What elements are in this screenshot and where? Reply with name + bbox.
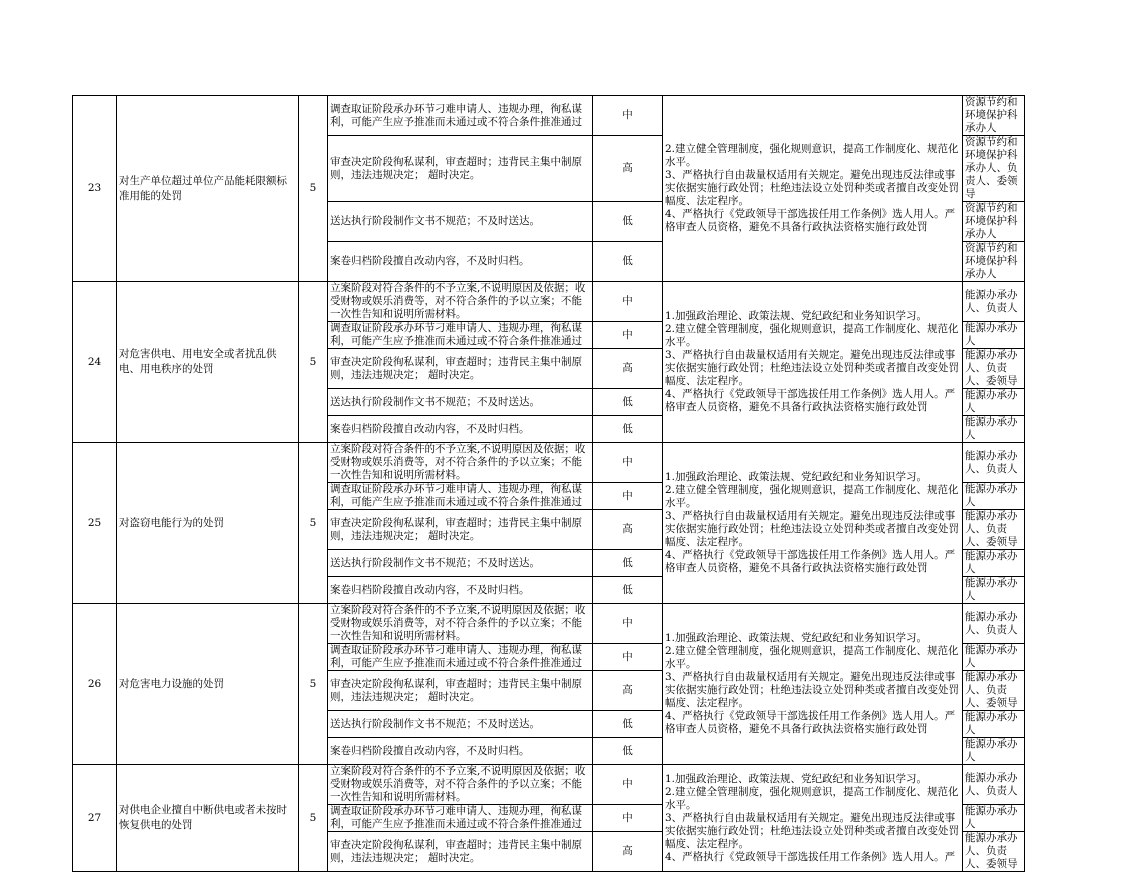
table-row (73, 765, 1025, 805)
responsible-person: 能源办承办人 (963, 577, 1025, 604)
risk-level: 低 (593, 416, 663, 443)
risk-level: 中 (593, 604, 663, 644)
table-row (73, 96, 1025, 136)
risk-point: 送达执行阶段制作文书不规范；不及时送达。 (328, 711, 593, 738)
risk-point: 审查决定阶段徇私谋利，审查超时；违背民主集中制原则，违法违规决定； 超时决定。 (328, 136, 593, 202)
prevention-measures: 1.加强政治理论、政策法规、党纪政纪和业务知识学习。 2.建立健全管理制度，强化规则意识，提高工作制度化、规范化水平。 3、严格执行自由裁量权适用有关规定。避免出现违反法律或事实依据实施行政处罚；杜绝违法设立处罚种类或者擅自改变处罚幅度、法定程序。 4、严格执行《党政领导干部选拔任用工作条例》选人用人。严格审查人员资格，避免不具备行政执法资格实施行政处罚 (663, 282, 963, 443)
prevention-measures: 1.加强政治理论、政策法规、党纪政纪和业务知识学习。 2.建立健全管理制度，强化规则意识，提高工作制度化、规范化水平。 3、严格执行自由裁量权适用有关规定。避免出现违反法律或事实依据实施行政处罚；杜绝违法设立处罚种类或者擅自改变处罚幅度、法定程序。 4、严格执行《党政领导干部选拔任用工作条例》选人用人。严 (663, 765, 963, 872)
item-number: 27 (73, 765, 117, 872)
responsible-person: 能源办承办人 (963, 550, 1025, 577)
risk-point: 调查取证阶段承办环节刁难申请人、违规办理，徇私谋利，可能产生应予推准而未通过或不符合条件推准通过 (328, 644, 593, 671)
item-category: 5 (299, 443, 328, 604)
item-name: 对供电企业擅自中断供电或者未按时恢复供电的处罚 (117, 765, 299, 872)
item-name: 对盗窃电能行为的处罚 (117, 443, 299, 604)
risk-level: 低 (593, 577, 663, 604)
risk-point: 立案阶段对符合条件的不予立案,不说明原因及依据；收受财物或娱乐消费等，对不符合条件的予以立案；不能一次性告知和说明所需材料。 (328, 443, 593, 483)
risk-level: 低 (593, 389, 663, 416)
risk-level: 高 (593, 349, 663, 389)
risk-point: 调查取证阶段承办环节刁难申请人、违规办理，徇私谋利，可能产生应予推准而未通过或不符合条件推准通过 (328, 483, 593, 510)
responsible-person: 能源办承办人、负责人 (963, 604, 1025, 644)
risk-level: 中 (593, 805, 663, 832)
risk-table (72, 95, 1025, 872)
responsible-person: 能源办承办人 (963, 416, 1025, 443)
table-row (73, 443, 1025, 483)
risk-level: 中 (593, 322, 663, 349)
responsible-person: 能源办承办人、负责人 (963, 443, 1025, 483)
item-category: 5 (299, 765, 328, 872)
risk-level: 中 (593, 644, 663, 671)
item-number: 24 (73, 282, 117, 443)
risk-point: 立案阶段对符合条件的不予立案,不说明原因及依据；收受财物或娱乐消费等，对不符合条件的予以立案；不能一次性告知和说明所需材料。 (328, 604, 593, 644)
risk-level: 中 (593, 282, 663, 322)
responsible-person: 资源节约和环境保护科承办人 (963, 202, 1025, 242)
responsible-person: 能源办承办人 (963, 711, 1025, 738)
risk-point: 调查取证阶段承办环节刁难申请人、违规办理，徇私谋利，可能产生应予推准而未通过或不符合条件推准通过 (328, 96, 593, 136)
responsible-person: 资源节约和环境保护科承办人 (963, 242, 1025, 282)
risk-point: 案卷归档阶段擅自改动内容，不及时归档。 (328, 416, 593, 443)
item-name: 对危害电力设施的处罚 (117, 604, 299, 765)
risk-level: 高 (593, 832, 663, 872)
prevention-measures: 1.加强政治理论、政策法规、党纪政纪和业务知识学习。 2.建立健全管理制度，强化规则意识，提高工作制度化、规范化水平。 3、严格执行自由裁量权适用有关规定。避免出现违反法律或事实依据实施行政处罚；杜绝违法设立处罚种类或者擅自改变处罚幅度、法定程序。 4、严格执行《党政领导干部选拔任用工作条例》选人用人。严格审查人员资格，避免不具备行政执法资格实施行政处罚 (663, 604, 963, 765)
item-category: 5 (299, 604, 328, 765)
risk-level: 低 (593, 242, 663, 282)
responsible-person: 能源办承办人 (963, 805, 1025, 832)
risk-level: 低 (593, 711, 663, 738)
risk-point: 案卷归档阶段擅自改动内容，不及时归档。 (328, 242, 593, 282)
responsible-person: 能源办承办人 (963, 389, 1025, 416)
responsible-person: 能源办承办人、负责人、委领导 (963, 349, 1025, 389)
responsible-person: 资源节约和环境保护科承办人 (963, 96, 1025, 136)
item-number: 23 (73, 96, 117, 282)
risk-level: 低 (593, 738, 663, 765)
risk-point: 送达执行阶段制作文书不规范；不及时送达。 (328, 389, 593, 416)
responsible-person: 能源办承办人、负责人 (963, 765, 1025, 805)
risk-level: 高 (593, 510, 663, 550)
responsible-person: 资源节约和环境保护科承办人、负责人、委领导 (963, 136, 1025, 202)
risk-level: 中 (593, 443, 663, 483)
risk-point: 送达执行阶段制作文书不规范；不及时送达。 (328, 550, 593, 577)
risk-level: 低 (593, 550, 663, 577)
risk-point: 案卷归档阶段擅自改动内容，不及时归档。 (328, 577, 593, 604)
item-category: 5 (299, 96, 328, 282)
prevention-measures: 2.建立健全管理制度，强化规则意识，提高工作制度化、规范化水平。 3、严格执行自由裁量权适用有关规定。避免出现违反法律或事实依据实施行政处罚；杜绝违法设立处罚种类或者擅自改变处罚幅度、法定程序。 4、严格执行《党政领导干部选拔任用工作条例》选人用人。严格审查人员资格，避免不具备行政执法资格实施行政处罚 (663, 96, 963, 282)
responsible-person: 能源办承办人、负责人、委领导 (963, 671, 1025, 711)
risk-point: 审查决定阶段徇私谋利，审查超时；违背民主集中制原则，违法违规决定； 超时决定。 (328, 510, 593, 550)
risk-point: 调查取证阶段承办环节刁难申请人、违规办理，徇私谋利，可能产生应予推准而未通过或不符合条件推准通过 (328, 805, 593, 832)
prevention-measures: 1.加强政治理论、政策法规、党纪政纪和业务知识学习。 2.建立健全管理制度，强化规则意识，提高工作制度化、规范化水平。 3、严格执行自由裁量权适用有关规定。避免出现违反法律或事实依据实施行政处罚；杜绝违法设立处罚种类或者擅自改变处罚幅度、法定程序。 4、严格执行《党政领导干部选拔任用工作条例》选人用人。严格审查人员资格，避免不具备行政执法资格实施行政处罚 (663, 443, 963, 604)
item-name: 对生产单位超过单位产品能耗限额标准用能的处罚 (117, 96, 299, 282)
responsible-person: 能源办承办人、负责人、委领导 (963, 832, 1025, 872)
responsible-person: 能源办承办人 (963, 322, 1025, 349)
responsible-person: 能源办承办人 (963, 738, 1025, 765)
responsible-person: 能源办承办人 (963, 483, 1025, 510)
risk-point: 调查取证阶段承办环节刁难申请人、违规办理，徇私谋利，可能产生应予推准而未通过或不符合条件推准通过 (328, 322, 593, 349)
item-category: 5 (299, 282, 328, 443)
risk-point: 送达执行阶段制作文书不规范；不及时送达。 (328, 202, 593, 242)
risk-point: 案卷归档阶段擅自改动内容，不及时归档。 (328, 738, 593, 765)
responsible-person: 能源办承办人、负责人、委领导 (963, 510, 1025, 550)
risk-level: 高 (593, 671, 663, 711)
item-number: 25 (73, 443, 117, 604)
risk-level: 中 (593, 96, 663, 136)
risk-point: 审查决定阶段徇私谋利，审查超时；违背民主集中制原则，违法违规决定； 超时决定。 (328, 832, 593, 872)
table-row (73, 604, 1025, 644)
responsible-person: 能源办承办人 (963, 644, 1025, 671)
risk-level: 高 (593, 136, 663, 202)
item-name: 对危害供电、用电安全或者扰乱供电、用电秩序的处罚 (117, 282, 299, 443)
risk-point: 审查决定阶段徇私谋利，审查超时；违背民主集中制原则，违法违规决定； 超时决定。 (328, 671, 593, 711)
risk-level: 中 (593, 483, 663, 510)
risk-level: 低 (593, 202, 663, 242)
responsible-person: 能源办承办人、负责人 (963, 282, 1025, 322)
risk-level: 中 (593, 765, 663, 805)
table-row (73, 282, 1025, 322)
risk-point: 立案阶段对符合条件的不予立案,不说明原因及依据；收受财物或娱乐消费等，对不符合条件的予以立案；不能一次性告知和说明所需材料。 (328, 282, 593, 322)
risk-point: 审查决定阶段徇私谋利，审查超时；违背民主集中制原则，违法违规决定； 超时决定。 (328, 349, 593, 389)
risk-point: 立案阶段对符合条件的不予立案,不说明原因及依据；收受财物或娱乐消费等，对不符合条件的予以立案；不能一次性告知和说明所需材料。 (328, 765, 593, 805)
item-number: 26 (73, 604, 117, 765)
